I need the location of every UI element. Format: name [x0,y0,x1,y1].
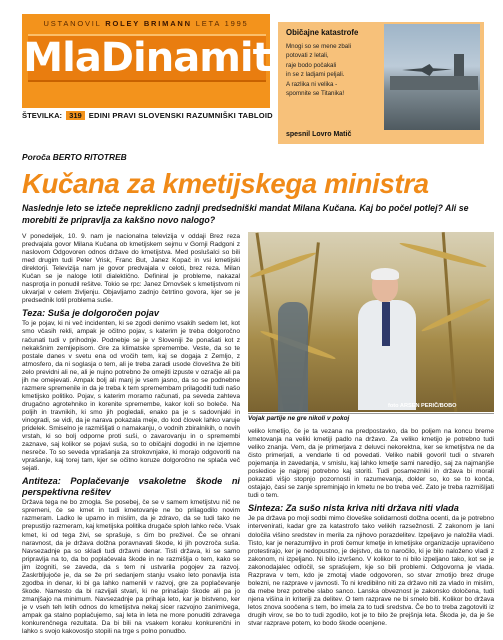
photo-caption: Vojak partije ne gre nikoli v pokoj [248,413,494,423]
poem-line: in se z ladjami peljali. [286,71,345,79]
main-person [356,270,418,410]
article-body-cont: veliko kmetijo, če je ta vezana na predpostavko, da bo poljem na koncu breme kmetovanja na veliki kmetiji padlo na državo. Za veliko kmetijo je potrebno tudi veliko znanja. Vem, da je primerjava z deluvci nekorektna, ker se kmetijstva ne da čisto primerjati, a vendarle ti od povedati. Veliko nabili govoril tudi o stvareh pojemanja in zavedanja, v smislu, kaj lahko kmetje sami naredijo, saj za najmanjše posledice je najprej potrebno kaj storiti. Tudi posamezniki in država bi morali pokazati višjo stopnjo pozornosti in razumevanja, dokler so, ko se to konča, ostajajo, časi se zanje spreminjajo in kmetu ne bo treba več. Zato je treba razmišljati tudi o tem. [248,428,494,500]
masthead-tagline [22,19,270,28]
poem-line: raje bodo počakali [286,61,337,69]
article-headline[interactable]: Kučana za kmetijskega ministra [22,168,429,199]
tagline-founder: ROLEY BRIMANN [105,19,192,28]
kucan-photo [248,232,494,412]
article-body-teza: To je pojav, ki ni več incidenten, ki se zgodi denimo vsakih sedem let, kot smo včasih rekli, ampak je očitno pojav, s katerim je treba dolgoročno računati tudi v prihodnje. Podnebje se je v Sloveniji že ponašati kot z nekakšnim zemljepisom. Gre za klimatske spremembe. Veste, da so te postale danes v svetu ena od vročih tem, kaj se dogaja z Zemljo, z atmosfero, da ni soglasja o tem, ali je treba zaradi usode človeštva že biti zelo previdni ali ne, ali je nujno potrebno že omejiti izpuste v ozračje ali pa jih ne omejevati. Ampak bolj ali manj je vsem jasno, da so se podnebne razmere spremenile in da je treba k tem spremembam prilagoditi tudi našo kmetijsko politiko. Pojav, s katerim moramo računati, pa seveda zahteva drugačno agrotehniko in korenite spremembe, kakor koli so boleče. Na poljih in travnikih, ki smo jih pogledali, enako pa je s sadovnjaki in vinogradi, se vidi, da je narava pokazala meje, do kod človek lahko varuje pridelek. Smiselno je razmišljati o namakanju, o vodnih zbiralnikih, o novih vrstah, ki so bolj odporne proti suši, o zavarovanju in o spremembi zaznave, saj kolikor se pojavi suša, so to običajni dogodki in ne izjemne nesreče. To so seveda vprašanja za strokovnjake, ki morajo odgovoriti na vprašanje, kaj torej tam, kjer se očitno koruze dolgoročno ne splača več sejati. [22,320,240,473]
article-column-left [22,233,240,635]
article-body-sinteza: Je pa država po moji sodbi mimo človeške solidarnosti dolžna ocenti, da je potrebno intervenirati, kadar gre za katastrofo tako velikih razsežnosti. Z zakonom je lani določila višino sredstev in merila za njihovo porazdelitev. Izpeljavo je naložila vladi. Tisto, kar je nerazumljivo in proti čemur kmetje in kmetijske organizacije upravičeno protestirajo, ker je nedopustno, je dejstvo, da to naročilo, ki je bilo naloženo vladi z zakonom, ni izpeljano. Ni bilo izvršeno. V kolikor to ni bilo izpeljano tako, kot se je zakonodajalec odločil, se sprašujem, kje so bili problemi. Odgovorna je vlada. Razprava v tem, kdo je zmotaj vlade odgovoren, so stvar zmotijo brez druge bolezni, ne razprave v javnosti. To ni kredibilno niti za državo niti za vlado in mislim, da mebe brez potrebe slabo sanco. Lanska obveznost je zakonsko določena, tudi njena višina in kriteriji za delitev. O tem razprave ne bi smelo biti. Kolikor bo država letos znova soočena s tem, bo imela za to tudi sredstva. Če bo to treba zagotoviti iz drugih virov, se bo to tudi zgodilo, kot je to bilo že prejšnja leta. Škoda je, da je še stvar razprave potem, ko bodo škode ocenjene. [248,515,494,628]
photo-credit: foto ARSEN PERIČ/BOBO [388,403,457,409]
article-body-antiteza: Država tega ne bo zmogla. Se posebej, če se v samem kmetijstvu nič ne spremeni, če se kmet in tudi kmetovanje ne bo prilagodilo novim razmeram. Ladko le upamo in mislim, da je zdravo, da se tudi tako ne prepustijo razmeram, kaj kmetijska politika drugače sploh lahko reče. Vsak kmet, ki od tega živi, se sprašuje, s čim bo preživel. Če se ohrani naravnost, da je država dolžna poravnavati škode, ki jih povzroča suša. Navsezadnje pa so skladi tudi državni denar. Tisti država, ki se samo pripravlja na to, da bo poplačevala škode in ne razmišlja o tem, kako se jim izogniti, se zaveda, da s tem ni ustvarila pogojev za razvoj. Zaskrbljujoče je, da se že pri sedanjem stanju vsako leto ponavlja ista zgodba in denar, ki bi ga lahko namenili v razvoj, gre za poplačevanje škode. Namesto da bi razvijali stvari, ki ne prinašajo škode ali pa jo zmanjšajo na minimum. Navsezadnje pa prihaja leto, kar je bistveno, ker je v vseh teh letih odnos do kmetijstva nekaj sicer razvojno zanimivega, ampak ga stalno poplačujemo, saj leta in leta ne more ponuditi zdravega konkurenčnega rezultata. Da bi bili na vsakem koraku konkurenčni in lahko s svojo kakovostjo stopili na trge s polno ponudbo. [22,499,240,635]
person-hair [371,268,399,280]
article-lead: Naslednje leto se izteče nepreklicno zadnji predsedniški mandat Milana Kučana. Kaj bo počel potlej? Ali se morebiti že pripravlja za kakšno novo nalogo? [22,203,469,225]
poem-box [278,22,484,144]
poem-line: Mnogi so se mene zbali [286,43,352,50]
poem-line: spomnite se Titanika! [286,90,345,98]
background-person [278,302,308,412]
article-intro: V ponedeljek, 10. 9. nam je nacionalna televizija v oddaji Brez reza predvajala govor Milana Kučana ob kmetijskem sejmu v Gornji Radgoni z naslovom Odgovoren odnos države do kmetijstva. Med poslušalci so bili med drugim tudi Peter Vrisk, Franc But, Janez Kopač in vsi kmetijski direktorji. Televizija nam je govor predvajala v celoti, brez reza. Milan Kučan se je naloge lotil dialektično. Definiral je probleme, nakazal nasprotja in ponudil rešitve. Tokio se rpc: Janez Drnovšek s kmetijstvom ni ukvarjal v celem življenju. Objavljamo zadnjo četrtino govora, kjer se je predsednik lotil problema suše. [22,233,240,305]
poem-signature: spesnil Lovro Matič [286,131,352,138]
plane-icon [402,64,452,76]
article-byline: Poroča BERTO RITOTREB [22,152,127,162]
issue-row [22,108,322,122]
carrier-deck [390,76,478,90]
issue-subtitle: EDINI PRAVI SLOVENSKI RAZUMNIŠKI TABLOID [88,110,273,120]
issue-label: ŠTEVILKA: [22,110,63,120]
poem-text [286,42,381,98]
poem-title: Običajne katastrofe [286,28,359,37]
corn-leaf [420,296,491,334]
carrier-tower [454,54,464,76]
logo-block [22,14,273,120]
subhead-antiteza: Antiteza: Poplačevanje vsakoletne škode ni perspektivna rešitev [22,476,240,498]
poem-line: A razlika ni velika - [286,80,338,88]
subhead-sinteza: Sinteza: Za sušo nista kriva niti država niti vlada [248,503,459,514]
subhead-teza: Teza: Suša je dolgoročen pojav [22,308,159,319]
newspaper-logo[interactable]: MlaDinamit [23,35,271,81]
poem-line: potovati z letali, [286,52,329,60]
person-tie [382,302,390,346]
tagline-part: USTANOVIL [43,19,102,28]
article-column-right [248,428,494,636]
issue-number: 319 [66,111,85,120]
aircraft-carrier-photo [384,24,480,130]
tagline-year: LETA 1995 [195,19,249,28]
